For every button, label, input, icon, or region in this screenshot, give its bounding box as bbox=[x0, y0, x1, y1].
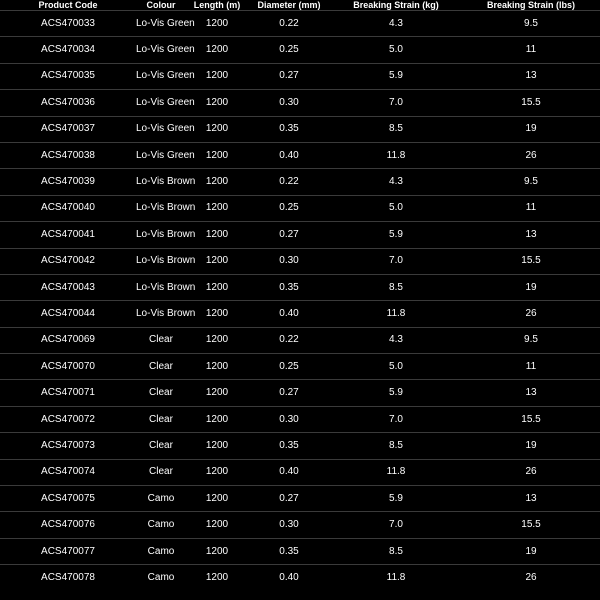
table-row bbox=[0, 248, 600, 274]
table-row bbox=[0, 169, 600, 195]
table-row bbox=[0, 222, 600, 248]
product-code-cell: ACS470076 bbox=[0, 512, 136, 538]
length-cell: 1200 bbox=[186, 486, 248, 512]
breaking-strain-kg-cell: 4.3 bbox=[330, 169, 462, 195]
table-row bbox=[0, 512, 600, 538]
length-cell: 1200 bbox=[186, 248, 248, 274]
breaking-strain-kg-cell: 8.5 bbox=[330, 433, 462, 459]
diameter-cell: 0.27 bbox=[248, 486, 330, 512]
table-row bbox=[0, 433, 600, 459]
table-row bbox=[0, 538, 600, 564]
breaking-strain-kg-cell: 7.0 bbox=[330, 90, 462, 116]
breaking-strain-kg-cell: 5.0 bbox=[330, 354, 462, 380]
product-code-cell: ACS470038 bbox=[0, 142, 136, 168]
length-cell: 1200 bbox=[186, 406, 248, 432]
breaking-strain-kg-cell: 7.0 bbox=[330, 406, 462, 432]
length-cell: 1200 bbox=[186, 142, 248, 168]
breaking-strain-kg-cell: 8.5 bbox=[330, 116, 462, 142]
length-cell: 1200 bbox=[186, 222, 248, 248]
colour-cell: Clear bbox=[136, 459, 186, 485]
breaking-strain-lbs-cell: 19 bbox=[462, 538, 600, 564]
breaking-strain-lbs-cell: 13 bbox=[462, 380, 600, 406]
breaking-strain-lbs-cell: 19 bbox=[462, 274, 600, 300]
product-code-cell: ACS470069 bbox=[0, 327, 136, 353]
product-code-cell: ACS470033 bbox=[0, 11, 136, 37]
product-code-cell: ACS470043 bbox=[0, 274, 136, 300]
diameter-cell: 0.35 bbox=[248, 274, 330, 300]
breaking-strain-kg-cell: 5.9 bbox=[330, 63, 462, 89]
colour-cell: Camo bbox=[136, 486, 186, 512]
length-cell: 1200 bbox=[186, 116, 248, 142]
diameter-cell: 0.30 bbox=[248, 90, 330, 116]
colour-cell: Lo-Vis Brown bbox=[136, 169, 186, 195]
diameter-cell: 0.25 bbox=[248, 354, 330, 380]
breaking-strain-kg-cell: 5.0 bbox=[330, 37, 462, 63]
diameter-cell: 0.27 bbox=[248, 222, 330, 248]
length-cell: 1200 bbox=[186, 274, 248, 300]
breaking-strain-kg-cell: 8.5 bbox=[330, 538, 462, 564]
colour-cell: Lo-Vis Green bbox=[136, 116, 186, 142]
diameter-cell: 0.27 bbox=[248, 63, 330, 89]
length-cell: 1200 bbox=[186, 354, 248, 380]
table-header bbox=[0, 0, 600, 11]
header-colour: Colour bbox=[136, 0, 186, 11]
length-cell: 1200 bbox=[186, 37, 248, 63]
product-code-cell: ACS470070 bbox=[0, 354, 136, 380]
colour-cell: Clear bbox=[136, 354, 186, 380]
table-row bbox=[0, 380, 600, 406]
diameter-cell: 0.40 bbox=[248, 301, 330, 327]
table-row bbox=[0, 142, 600, 168]
table-body bbox=[0, 11, 600, 591]
product-code-cell: ACS470074 bbox=[0, 459, 136, 485]
product-code-cell: ACS470042 bbox=[0, 248, 136, 274]
table-row bbox=[0, 354, 600, 380]
header-length: Length (m) bbox=[186, 0, 248, 11]
colour-cell: Lo-Vis Green bbox=[136, 37, 186, 63]
length-cell: 1200 bbox=[186, 380, 248, 406]
product-code-cell: ACS470036 bbox=[0, 90, 136, 116]
length-cell: 1200 bbox=[186, 11, 248, 37]
product-code-cell: ACS470041 bbox=[0, 222, 136, 248]
breaking-strain-kg-cell: 5.9 bbox=[330, 380, 462, 406]
table-row bbox=[0, 301, 600, 327]
length-cell: 1200 bbox=[186, 195, 248, 221]
header-diameter: Diameter (mm) bbox=[248, 0, 330, 11]
colour-cell: Clear bbox=[136, 327, 186, 353]
diameter-cell: 0.22 bbox=[248, 327, 330, 353]
breaking-strain-lbs-cell: 9.5 bbox=[462, 11, 600, 37]
colour-cell: Lo-Vis Brown bbox=[136, 222, 186, 248]
length-cell: 1200 bbox=[186, 301, 248, 327]
breaking-strain-lbs-cell: 15.5 bbox=[462, 512, 600, 538]
product-code-cell: ACS470044 bbox=[0, 301, 136, 327]
breaking-strain-lbs-cell: 13 bbox=[462, 486, 600, 512]
length-cell: 1200 bbox=[186, 459, 248, 485]
product-code-cell: ACS470078 bbox=[0, 565, 136, 591]
product-code-cell: ACS470037 bbox=[0, 116, 136, 142]
diameter-cell: 0.35 bbox=[248, 116, 330, 142]
breaking-strain-lbs-cell: 19 bbox=[462, 116, 600, 142]
colour-cell: Clear bbox=[136, 380, 186, 406]
table-row bbox=[0, 116, 600, 142]
colour-cell: Camo bbox=[136, 538, 186, 564]
breaking-strain-lbs-cell: 13 bbox=[462, 222, 600, 248]
breaking-strain-kg-cell: 4.3 bbox=[330, 327, 462, 353]
diameter-cell: 0.22 bbox=[248, 11, 330, 37]
breaking-strain-lbs-cell: 26 bbox=[462, 565, 600, 591]
breaking-strain-lbs-cell: 15.5 bbox=[462, 406, 600, 432]
colour-cell: Lo-Vis Green bbox=[136, 142, 186, 168]
diameter-cell: 0.30 bbox=[248, 512, 330, 538]
table-row bbox=[0, 327, 600, 353]
breaking-strain-lbs-cell: 11 bbox=[462, 354, 600, 380]
header-row bbox=[0, 0, 600, 11]
breaking-strain-kg-cell: 5.9 bbox=[330, 222, 462, 248]
length-cell: 1200 bbox=[186, 565, 248, 591]
product-code-cell: ACS470039 bbox=[0, 169, 136, 195]
diameter-cell: 0.40 bbox=[248, 459, 330, 485]
colour-cell: Camo bbox=[136, 565, 186, 591]
colour-cell: Lo-Vis Brown bbox=[136, 301, 186, 327]
table-row bbox=[0, 486, 600, 512]
diameter-cell: 0.35 bbox=[248, 433, 330, 459]
table-row bbox=[0, 406, 600, 432]
colour-cell: Lo-Vis Brown bbox=[136, 274, 186, 300]
colour-cell: Lo-Vis Brown bbox=[136, 195, 186, 221]
breaking-strain-kg-cell: 7.0 bbox=[330, 512, 462, 538]
table-row bbox=[0, 37, 600, 63]
breaking-strain-kg-cell: 4.3 bbox=[330, 11, 462, 37]
length-cell: 1200 bbox=[186, 433, 248, 459]
colour-cell: Lo-Vis Green bbox=[136, 11, 186, 37]
length-cell: 1200 bbox=[186, 90, 248, 116]
colour-cell: Camo bbox=[136, 512, 186, 538]
breaking-strain-kg-cell: 7.0 bbox=[330, 248, 462, 274]
diameter-cell: 0.35 bbox=[248, 538, 330, 564]
header-breaking-strain-kg: Breaking Strain (kg) bbox=[330, 0, 462, 11]
diameter-cell: 0.40 bbox=[248, 565, 330, 591]
table-row bbox=[0, 90, 600, 116]
diameter-cell: 0.25 bbox=[248, 195, 330, 221]
breaking-strain-lbs-cell: 15.5 bbox=[462, 248, 600, 274]
breaking-strain-lbs-cell: 26 bbox=[462, 301, 600, 327]
breaking-strain-kg-cell: 8.5 bbox=[330, 274, 462, 300]
breaking-strain-kg-cell: 11.8 bbox=[330, 565, 462, 591]
product-code-cell: ACS470072 bbox=[0, 406, 136, 432]
colour-cell: Lo-Vis Green bbox=[136, 90, 186, 116]
breaking-strain-lbs-cell: 9.5 bbox=[462, 327, 600, 353]
breaking-strain-kg-cell: 5.0 bbox=[330, 195, 462, 221]
breaking-strain-kg-cell: 11.8 bbox=[330, 459, 462, 485]
diameter-cell: 0.27 bbox=[248, 380, 330, 406]
diameter-cell: 0.25 bbox=[248, 37, 330, 63]
header-product-code: Product Code bbox=[0, 0, 136, 11]
header-breaking-strain-lbs: Breaking Strain (lbs) bbox=[462, 0, 600, 11]
table-row bbox=[0, 565, 600, 591]
product-code-cell: ACS470034 bbox=[0, 37, 136, 63]
breaking-strain-lbs-cell: 13 bbox=[462, 63, 600, 89]
table-row bbox=[0, 63, 600, 89]
length-cell: 1200 bbox=[186, 63, 248, 89]
product-code-cell: ACS470040 bbox=[0, 195, 136, 221]
table-row bbox=[0, 459, 600, 485]
breaking-strain-lbs-cell: 26 bbox=[462, 142, 600, 168]
diameter-cell: 0.40 bbox=[248, 142, 330, 168]
breaking-strain-lbs-cell: 15.5 bbox=[462, 90, 600, 116]
breaking-strain-lbs-cell: 19 bbox=[462, 433, 600, 459]
product-code-cell: ACS470077 bbox=[0, 538, 136, 564]
breaking-strain-lbs-cell: 9.5 bbox=[462, 169, 600, 195]
colour-cell: Lo-Vis Brown bbox=[136, 248, 186, 274]
colour-cell: Clear bbox=[136, 433, 186, 459]
diameter-cell: 0.30 bbox=[248, 406, 330, 432]
breaking-strain-kg-cell: 11.8 bbox=[330, 142, 462, 168]
product-code-cell: ACS470071 bbox=[0, 380, 136, 406]
diameter-cell: 0.30 bbox=[248, 248, 330, 274]
product-code-cell: ACS470075 bbox=[0, 486, 136, 512]
breaking-strain-kg-cell: 5.9 bbox=[330, 486, 462, 512]
breaking-strain-lbs-cell: 26 bbox=[462, 459, 600, 485]
product-code-cell: ACS470035 bbox=[0, 63, 136, 89]
diameter-cell: 0.22 bbox=[248, 169, 330, 195]
colour-cell: Lo-Vis Green bbox=[136, 63, 186, 89]
table-row bbox=[0, 195, 600, 221]
length-cell: 1200 bbox=[186, 169, 248, 195]
breaking-strain-lbs-cell: 11 bbox=[462, 37, 600, 63]
length-cell: 1200 bbox=[186, 538, 248, 564]
breaking-strain-kg-cell: 11.8 bbox=[330, 301, 462, 327]
colour-cell: Clear bbox=[136, 406, 186, 432]
length-cell: 1200 bbox=[186, 512, 248, 538]
breaking-strain-lbs-cell: 11 bbox=[462, 195, 600, 221]
product-code-cell: ACS470073 bbox=[0, 433, 136, 459]
table-row bbox=[0, 11, 600, 37]
length-cell: 1200 bbox=[186, 327, 248, 353]
table-row bbox=[0, 274, 600, 300]
